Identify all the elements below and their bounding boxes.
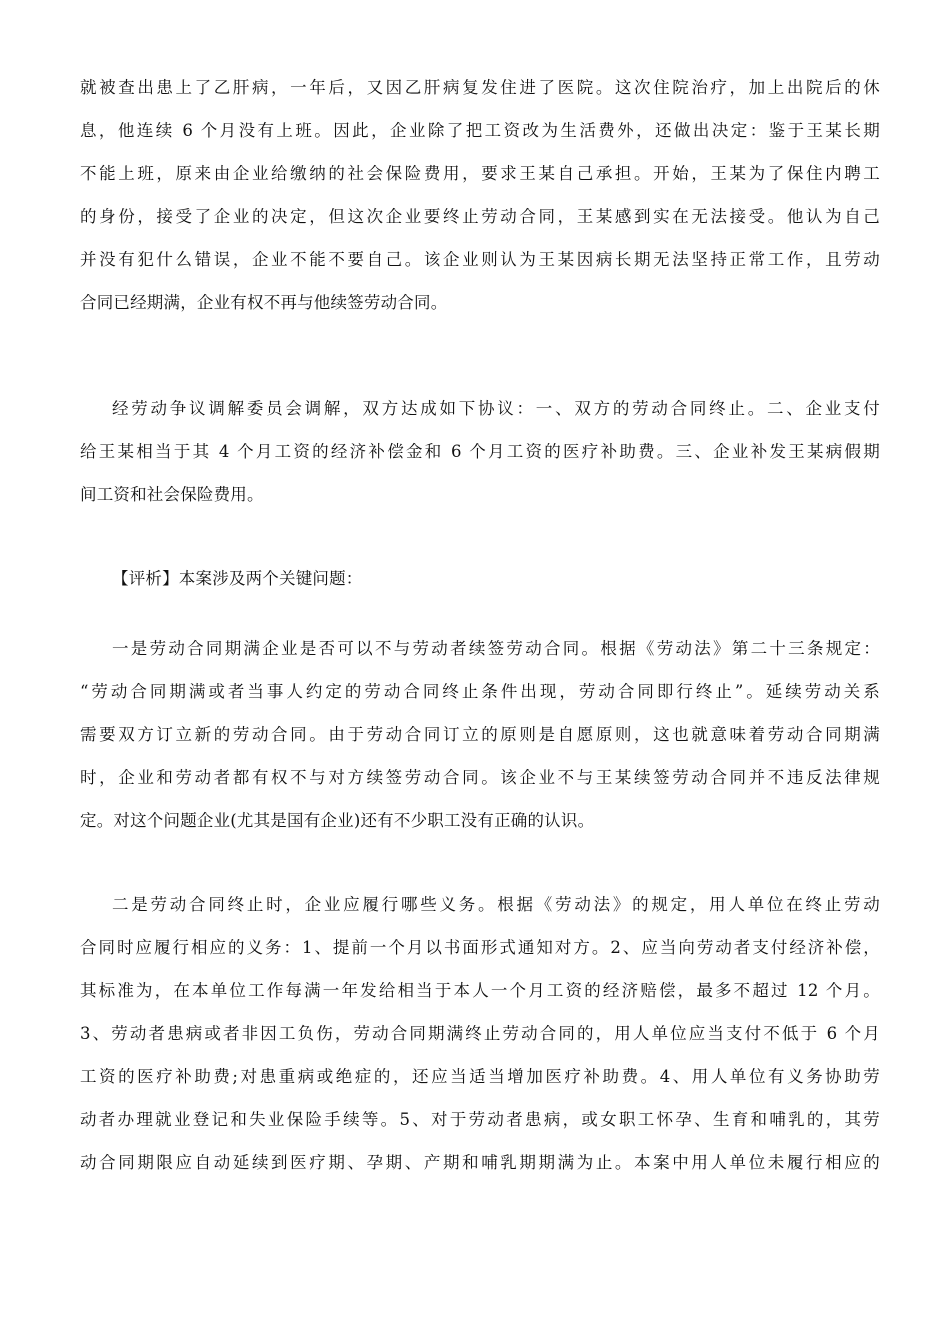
text-line: 给王某相当于其 4 个月工资的经济补偿金和 6 个月工资的医疗补助费。三、企业补发王某病假期 bbox=[80, 442, 880, 461]
text-line: 工资的医疗补助费;对患重病或绝症的，还应当适当增加医疗补助费。4、用人单位有义务协助劳 bbox=[80, 1067, 880, 1086]
text-line: “劳动合同期满或者当事人约定的劳动合同终止条件出现，劳动合同即行终止”。延续劳动关系 bbox=[80, 682, 880, 701]
text-line: 就被查出患上了乙肝病，一年后，又因乙肝病复发住进了医院。这次住院治疗，加上出院后的休 bbox=[80, 78, 880, 97]
text-line: 二是劳动合同终止时，企业应履行哪些义务。根据《劳动法》的规定，用人单位在终止劳动 bbox=[112, 895, 880, 914]
text-line: 不能上班，原来由企业给缴纳的社会保险费用，要求王某自己承担。开始，王某为了保住内聘工 bbox=[80, 164, 880, 183]
text-line: 【评析】本案涉及两个关键问题： bbox=[112, 569, 363, 588]
text-line: 定。对这个问题企业(尤其是国有企业)还有不少职工没有正确的认识。 bbox=[80, 811, 595, 830]
paragraph-issue-one bbox=[80, 627, 880, 842]
paragraph-case-background bbox=[80, 66, 880, 324]
text-line: 其标准为，在本单位工作每满一年发给相当于本人一个月工资的经济赔偿，最多不超过 12 个月。 bbox=[80, 981, 880, 1000]
text-line: 时，企业和劳动者都有权不与对方续签劳动合同。该企业不与王某续签劳动合同并不违反法律规 bbox=[80, 768, 880, 787]
text-line: 需要双方订立新的劳动合同。由于劳动合同订立的原则是自愿原则，这也就意味着劳动合同期满 bbox=[80, 725, 880, 744]
paragraph-analysis-heading bbox=[80, 557, 880, 600]
text-line: 动合同期限应自动延续到医疗期、孕期、产期和哺乳期期满为止。本案中用人单位未履行相应的 bbox=[80, 1153, 880, 1172]
text-line: 动者办理就业登记和失业保险手续等。5、对于劳动者患病，或女职工怀孕、生育和哺乳的，其劳 bbox=[80, 1110, 880, 1129]
paragraph-mediation-agreement bbox=[80, 387, 880, 516]
text-line: 一是劳动合同期满企业是否可以不与劳动者续签劳动合同。根据《劳动法》第二十三条规定： bbox=[112, 639, 880, 658]
text-line: 合同已经期满，企业有权不再与他续签劳动合同。 bbox=[80, 293, 448, 312]
text-line: 息，他连续 6 个月没有上班。因此，企业除了把工资改为生活费外，还做出决定：鉴于王某长期 bbox=[80, 121, 880, 140]
text-line: 的身份，接受了企业的决定，但这次企业要终止劳动合同，王某感到实在无法接受。他认为自己 bbox=[80, 207, 880, 226]
text-line: 3、劳动者患病或者非因工负伤，劳动合同期满终止劳动合同的，用人单位应当支付不低于 6 个月 bbox=[80, 1024, 880, 1043]
paragraph-issue-two bbox=[80, 883, 880, 1184]
text-line: 并没有犯什么错误，企业不能不要自己。该企业则认为王某因病长期无法坚持正常工作，且劳动 bbox=[80, 250, 880, 269]
text-line: 间工资和社会保险费用。 bbox=[80, 485, 264, 504]
text-line: 经劳动争议调解委员会调解，双方达成如下协议：一、双方的劳动合同终止。二、企业支付 bbox=[112, 399, 880, 418]
text-line: 合同时应履行相应的义务：1、提前一个月以书面形式通知对方。2、应当向劳动者支付经济补偿， bbox=[80, 938, 880, 957]
